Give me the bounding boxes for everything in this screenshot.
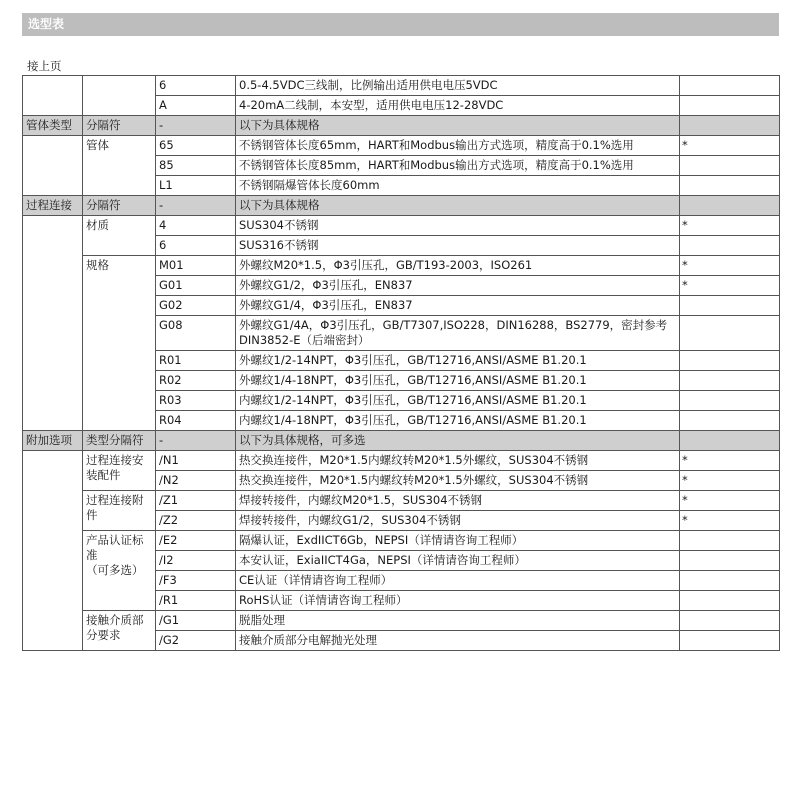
mark-cell (680, 156, 780, 176)
code-cell: 6 (156, 236, 236, 256)
subcategory-cell: 分隔符 (83, 196, 156, 216)
mark-cell (680, 236, 780, 256)
table-row (23, 136, 780, 156)
description-cell: 外螺纹G1/4A，Φ3引压孔，GB/T7307,ISO228，DIN16288，BS2779，密封参考DIN3852-E（后端密封） (236, 316, 680, 351)
section-title: 选型表 (28, 17, 65, 31)
description-cell: SUS304不锈钢 (236, 216, 680, 236)
subcategory-cell: 类型分隔符 (83, 431, 156, 451)
mark-cell (680, 371, 780, 391)
description-cell: 4-20mA二线制，本安型，适用供电电压12-28VDC (236, 96, 680, 116)
mark-cell: * (680, 471, 780, 491)
code-cell: /N2 (156, 471, 236, 491)
subcategory-cell: 过程连接安装配件 (83, 451, 156, 491)
mark-cell (680, 531, 780, 551)
description-cell: 脱脂处理 (236, 611, 680, 631)
mark-cell (680, 116, 780, 136)
code-cell: R02 (156, 371, 236, 391)
code-cell: /G2 (156, 631, 236, 651)
category-cell (23, 451, 83, 651)
category-cell (23, 136, 83, 196)
code-cell: L1 (156, 176, 236, 196)
description-cell: 不锈钢隔爆管体长度60mm (236, 176, 680, 196)
description-cell: 热交换连接件，M20*1.5内螺纹转M20*1.5外螺纹，SUS304不锈钢 (236, 451, 680, 471)
description-cell: 外螺纹M20*1.5，Φ3引压孔，GB/T193-2003，ISO261 (236, 256, 680, 276)
code-cell: /Z2 (156, 511, 236, 531)
mark-cell (680, 631, 780, 651)
code-cell: 65 (156, 136, 236, 156)
table-row (23, 531, 780, 551)
description-cell: 内螺纹1/2-14NPT，Φ3引压孔，GB/T12716,ANSI/ASME B1.20.1 (236, 391, 680, 411)
table-row (23, 611, 780, 631)
description-cell: 外螺纹1/4-18NPT，Φ3引压孔，GB/T12716,ANSI/ASME B1.20.1 (236, 371, 680, 391)
description-cell: 不锈钢管体长度85mm，HART和Modbus输出方式选项，精度高于0.1%选用 (236, 156, 680, 176)
code-cell: /I2 (156, 551, 236, 571)
mark-cell (680, 591, 780, 611)
category-cell (23, 76, 83, 116)
description-cell: 本安认证，ExiaIICT4Ga，NEPSI（详情请咨询工程师） (236, 551, 680, 571)
subcategory-label: 产品认证标准 (86, 533, 144, 562)
subcategory-cell: 材质 (83, 216, 156, 256)
description-cell: 焊接转接件，内螺纹G1/2，SUS304不锈钢 (236, 511, 680, 531)
mark-cell (680, 571, 780, 591)
mark-cell: * (680, 216, 780, 236)
code-cell: /N1 (156, 451, 236, 471)
description-cell: 焊接转接件，内螺纹M20*1.5，SUS304不锈钢 (236, 491, 680, 511)
mark-cell (680, 296, 780, 316)
mark-cell: * (680, 511, 780, 531)
description-cell: 外螺纹G1/2，Φ3引压孔，EN837 (236, 276, 680, 296)
table-row (23, 256, 780, 276)
section-header (22, 13, 779, 36)
mark-cell (680, 411, 780, 431)
subcategory-cell (83, 76, 156, 116)
code-cell: G08 (156, 316, 236, 351)
description-cell: RoHS认证（详情请咨询工程师） (236, 591, 680, 611)
code-cell: /F3 (156, 571, 236, 591)
subcategory-cell: 过程连接附件 (83, 491, 156, 531)
description-cell: 外螺纹G1/4，Φ3引压孔，EN837 (236, 296, 680, 316)
continued-label: 接上页 (27, 59, 62, 73)
mark-cell (680, 391, 780, 411)
code-cell: /R1 (156, 591, 236, 611)
description-cell: 热交换连接件，M20*1.5内螺纹转M20*1.5外螺纹，SUS304不锈钢 (236, 471, 680, 491)
description-cell: 以下为具体规格 (236, 116, 680, 136)
category-cell: 过程连接 (23, 196, 83, 216)
code-cell: /E2 (156, 531, 236, 551)
description-cell: 接触介质部分电解抛光处理 (236, 631, 680, 651)
separator-row (23, 196, 780, 216)
description-cell: CE认证（详情请咨询工程师） (236, 571, 680, 591)
description-cell: 以下为具体规格 (236, 196, 680, 216)
subcategory-cell: 分隔符 (83, 116, 156, 136)
code-cell: R01 (156, 351, 236, 371)
mark-cell (680, 611, 780, 631)
code-cell: M01 (156, 256, 236, 276)
table-row (23, 491, 780, 511)
category-cell (23, 216, 83, 431)
code-cell: R03 (156, 391, 236, 411)
code-cell: A (156, 96, 236, 116)
code-cell: - (156, 196, 236, 216)
description-cell: 外螺纹1/2-14NPT，Φ3引压孔，GB/T12716,ANSI/ASME B1.20.1 (236, 351, 680, 371)
subcategory-cell: 管体 (83, 136, 156, 196)
mark-cell: * (680, 276, 780, 296)
description-cell: 0.5-4.5VDC三线制，比例输出适用供电电压5VDC (236, 76, 680, 96)
code-cell: /Z1 (156, 491, 236, 511)
description-cell: SUS316不锈钢 (236, 236, 680, 256)
category-cell: 附加选项 (23, 431, 83, 451)
mark-cell (680, 431, 780, 451)
code-cell: - (156, 116, 236, 136)
mark-cell: * (680, 256, 780, 276)
table-row (23, 451, 780, 471)
mark-cell (680, 96, 780, 116)
code-cell: 6 (156, 76, 236, 96)
table-row (23, 76, 780, 96)
mark-cell (680, 176, 780, 196)
code-cell: G02 (156, 296, 236, 316)
mark-cell (680, 351, 780, 371)
separator-row (23, 116, 780, 136)
mark-cell (680, 196, 780, 216)
code-cell: /G1 (156, 611, 236, 631)
code-cell: G01 (156, 276, 236, 296)
description-cell: 以下为具体规格，可多选 (236, 431, 680, 451)
subcategory-note: （可多选） (86, 563, 144, 577)
mark-cell (680, 551, 780, 571)
separator-row (23, 431, 780, 451)
table-row (23, 216, 780, 236)
mark-cell (680, 316, 780, 351)
description-cell: 不锈钢管体长度65mm，HART和Modbus输出方式选项，精度高于0.1%选用 (236, 136, 680, 156)
description-cell: 隔爆认证，ExdIICT6Gb，NEPSI（详情请咨询工程师） (236, 531, 680, 551)
mark-cell: * (680, 451, 780, 471)
mark-cell (680, 76, 780, 96)
code-cell: - (156, 431, 236, 451)
category-cell: 管体类型 (23, 116, 83, 136)
subcategory-cell: 接触介质部分要求 (83, 611, 156, 651)
selection-table (22, 75, 780, 651)
mark-cell: * (680, 491, 780, 511)
mark-cell: * (680, 136, 780, 156)
code-cell: R04 (156, 411, 236, 431)
description-cell: 内螺纹1/4-18NPT，Φ3引压孔，GB/T12716,ANSI/ASME B1.20.1 (236, 411, 680, 431)
code-cell: 85 (156, 156, 236, 176)
code-cell: 4 (156, 216, 236, 236)
subcategory-cell: 规格 (83, 256, 156, 431)
subcategory-cell (83, 531, 156, 611)
